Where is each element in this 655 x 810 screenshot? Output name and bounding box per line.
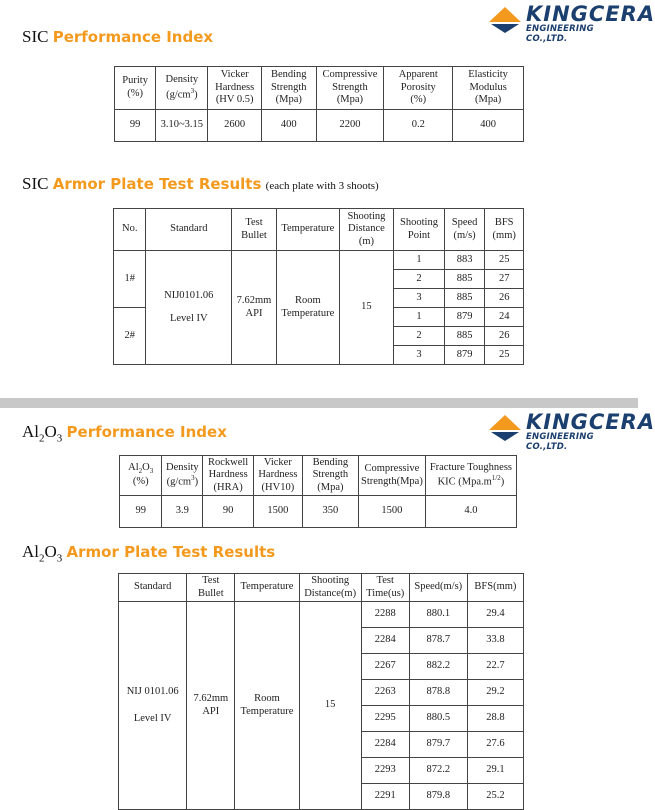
bfs-cell: 28.8 bbox=[467, 706, 523, 732]
speed-cell: 883 bbox=[444, 251, 485, 270]
time-cell: 2263 bbox=[361, 680, 409, 706]
section-title: Armor Plate Test Results bbox=[52, 175, 262, 193]
point-cell: 2 bbox=[394, 270, 445, 289]
value-density: 3.9 bbox=[162, 496, 203, 528]
kingcera-emblem-icon bbox=[488, 414, 522, 442]
value-density: 3.10~3.15 bbox=[156, 110, 208, 142]
bfs-cell: 29.1 bbox=[467, 758, 523, 784]
header-bullet: Test Bullet bbox=[187, 574, 235, 602]
speed-cell: 872.2 bbox=[409, 758, 467, 784]
material-label: $Al_2O_3$ bbox=[22, 542, 63, 565]
header-rockwell: Rockwell Hardness (HRA) bbox=[203, 456, 254, 496]
standard-line1: NIJ 0101.06 bbox=[126, 685, 179, 697]
point-cell: 2 bbox=[394, 327, 445, 346]
speed-cell: 885 bbox=[444, 289, 485, 308]
point-cell: 3 bbox=[394, 346, 445, 365]
header-vicker: Vicker Hardness (HV 0.5) bbox=[208, 67, 261, 110]
standard-line2: Level IV bbox=[169, 312, 208, 324]
bfs-cell: 27 bbox=[485, 270, 524, 289]
header-temperature: Temperature bbox=[276, 209, 339, 251]
header-fracture: Fracture Toughness KIC $(Mpa.m^{1/2})$ bbox=[425, 456, 516, 496]
bfs-cell: 26 bbox=[485, 289, 524, 308]
al2o3-armor-table bbox=[118, 573, 524, 810]
al2o3-armor-heading bbox=[22, 542, 275, 564]
bfs-cell: 25 bbox=[485, 251, 524, 270]
value-porosity: 0.2 bbox=[384, 110, 453, 142]
bfs-cell: 29.2 bbox=[467, 680, 523, 706]
header-density: Density $(g/cm^3)$ bbox=[156, 67, 208, 110]
bfs-cell: 29.4 bbox=[467, 602, 523, 628]
header-bfs: BFS (mm) bbox=[485, 209, 524, 251]
header-compressive: Compressive Strength(Mpa) bbox=[359, 456, 426, 496]
header-elasticity: Elasticity Modulus (Mpa) bbox=[453, 67, 524, 110]
speed-cell: 882.2 bbox=[409, 654, 467, 680]
header-density: Density $(g/cm^3)$ bbox=[162, 456, 203, 496]
value-rockwell: 90 bbox=[203, 496, 254, 528]
time-cell: 2284 bbox=[361, 628, 409, 654]
speed-cell: 879 bbox=[444, 308, 485, 327]
standard-cell bbox=[146, 251, 232, 365]
al2o3-performance-table bbox=[119, 455, 517, 528]
header-speed: Speed (m/s) bbox=[444, 209, 485, 251]
bullet-cell: 7.62mm API bbox=[232, 251, 277, 365]
speed-cell: 879 bbox=[444, 346, 485, 365]
point-cell: 1 bbox=[394, 251, 445, 270]
time-cell: 2267 bbox=[361, 654, 409, 680]
plate-1: 1# bbox=[114, 251, 146, 308]
material-label: $Al_2O_3$ bbox=[22, 422, 63, 445]
bfs-cell: 25 bbox=[485, 346, 524, 365]
material-label: SIC bbox=[22, 27, 49, 46]
section-title: Performance Index bbox=[52, 28, 214, 46]
value-compressive: 2200 bbox=[316, 110, 384, 142]
brand-tagline: ENGINEERING CO.,LTD. bbox=[526, 432, 594, 452]
value-elasticity: 400 bbox=[453, 110, 524, 142]
header-bullet: Test Bullet bbox=[232, 209, 277, 251]
header-no: No. bbox=[114, 209, 146, 251]
speed-cell: 885 bbox=[444, 270, 485, 289]
header-bfs: BFS(mm) bbox=[467, 574, 523, 602]
time-cell: 2293 bbox=[361, 758, 409, 784]
header-standard: Standard bbox=[146, 209, 232, 251]
bullet-cell: 7.62mm API bbox=[187, 602, 235, 810]
time-cell: 2284 bbox=[361, 732, 409, 758]
distance-cell: 15 bbox=[299, 602, 361, 810]
section-title: Armor Plate Test Results bbox=[66, 543, 276, 561]
temperature-cell: Room Temperature bbox=[276, 251, 339, 365]
header-purity: Purity (%) bbox=[115, 67, 156, 110]
sic-performance-table bbox=[114, 66, 524, 142]
time-cell: 2295 bbox=[361, 706, 409, 732]
header-distance: Shooting Distance(m) bbox=[299, 574, 361, 602]
value-compressive: 1500 bbox=[359, 496, 426, 528]
header-bending: Bending Strength (Mpa) bbox=[302, 456, 358, 496]
bfs-cell: 33.8 bbox=[467, 628, 523, 654]
brand-name: KINGCERA bbox=[526, 410, 655, 434]
header-speed: Speed(m/s) bbox=[409, 574, 467, 602]
value-al2o3: 99 bbox=[120, 496, 162, 528]
bfs-cell: 24 bbox=[485, 308, 524, 327]
brand-tagline: ENGINEERING CO.,LTD. bbox=[526, 24, 594, 44]
distance-cell: 15 bbox=[339, 251, 394, 365]
speed-cell: 885 bbox=[444, 327, 485, 346]
header-distance: Shooting Distance (m) bbox=[339, 209, 394, 251]
sic-armor-heading bbox=[22, 174, 379, 194]
section-title: Performance Index bbox=[66, 423, 227, 441]
value-vicker: 2600 bbox=[208, 110, 261, 142]
bfs-cell: 27.6 bbox=[467, 732, 523, 758]
time-cell: 2288 bbox=[361, 602, 409, 628]
value-fracture: 4.0 bbox=[425, 496, 516, 528]
standard-line2: Level IV bbox=[133, 712, 172, 724]
speed-cell: 878.8 bbox=[409, 680, 467, 706]
speed-cell: 880.1 bbox=[409, 602, 467, 628]
header-temperature: Temperature bbox=[235, 574, 299, 602]
al2o3-performance-heading bbox=[22, 422, 227, 444]
header-point: Shooting Point bbox=[394, 209, 445, 251]
bfs-cell: 25.2 bbox=[467, 784, 523, 810]
standard-cell bbox=[119, 602, 187, 810]
value-bending: 350 bbox=[302, 496, 358, 528]
material-label: SIC bbox=[22, 174, 49, 193]
brand-name: KINGCERA bbox=[526, 2, 655, 26]
value-vicker: 1500 bbox=[253, 496, 302, 528]
temperature-cell: Room Temperature bbox=[235, 602, 299, 810]
value-purity: 99 bbox=[115, 110, 156, 142]
bfs-cell: 22.7 bbox=[467, 654, 523, 680]
header-bending: Bending Strength (Mpa) bbox=[261, 67, 316, 110]
kingcera-logo-top bbox=[488, 2, 655, 44]
speed-cell: 879.8 bbox=[409, 784, 467, 810]
speed-cell: 879.7 bbox=[409, 732, 467, 758]
speed-cell: 878.7 bbox=[409, 628, 467, 654]
sic-performance-heading bbox=[22, 27, 213, 47]
bfs-cell: 26 bbox=[485, 327, 524, 346]
header-vicker: Vicker Hardness (HV10) bbox=[253, 456, 302, 496]
kingcera-logo-bottom bbox=[488, 410, 655, 452]
time-cell: 2291 bbox=[361, 784, 409, 810]
plate-2: 2# bbox=[114, 308, 146, 365]
section-divider bbox=[0, 398, 638, 408]
standard-line1: NIJ0101.06 bbox=[164, 289, 214, 301]
sic-armor-table bbox=[113, 208, 524, 365]
speed-cell: 880.5 bbox=[409, 706, 467, 732]
header-porosity: Apparent Porosity (%) bbox=[384, 67, 453, 110]
header-compressive: Compressive Strength (Mpa) bbox=[316, 67, 384, 110]
section-note: (each plate with 3 shoots) bbox=[265, 180, 379, 192]
value-bending: 400 bbox=[261, 110, 316, 142]
header-al2o3: $Al_2O_3$ (%) bbox=[120, 456, 162, 496]
header-time: Test Time(us) bbox=[361, 574, 409, 602]
point-cell: 3 bbox=[394, 289, 445, 308]
kingcera-emblem-icon bbox=[488, 6, 522, 34]
header-standard: Standard bbox=[119, 574, 187, 602]
point-cell: 1 bbox=[394, 308, 445, 327]
